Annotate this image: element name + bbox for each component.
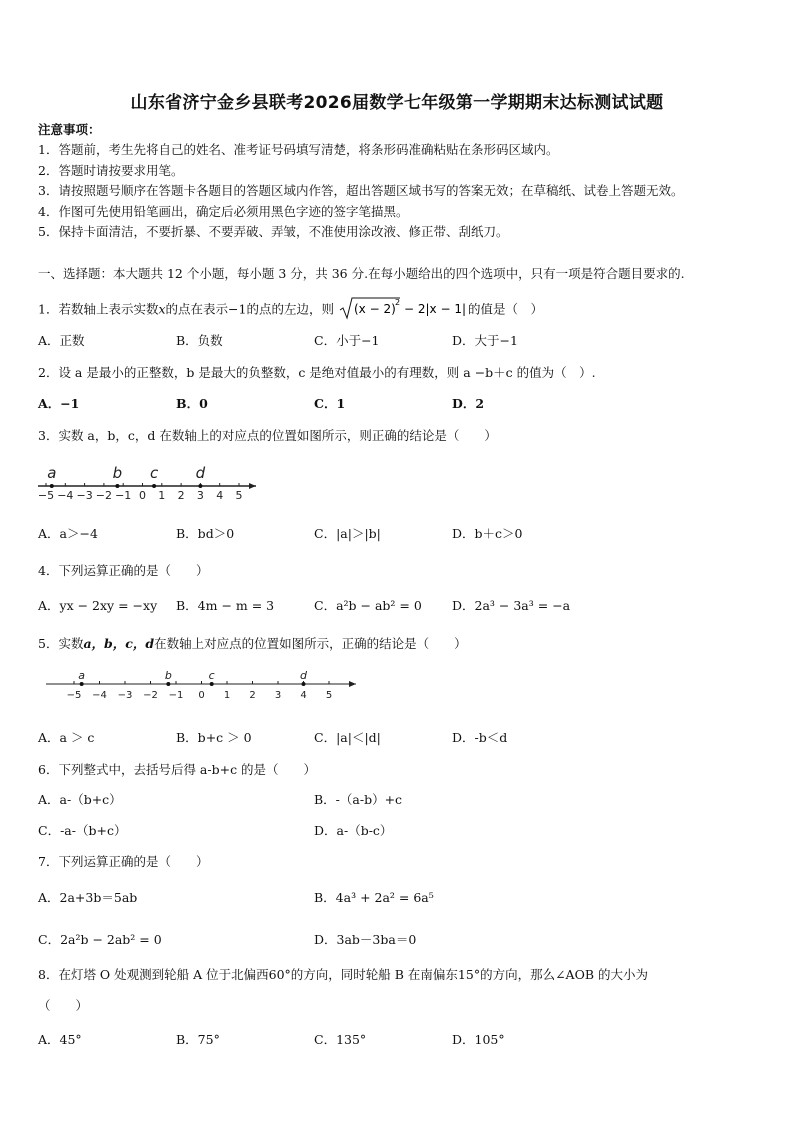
q1-radicand: (x − 2) xyxy=(353,302,396,316)
notice-item: 2．答题时请按要求用笔。 xyxy=(38,163,184,178)
q2-option-a[interactable]: A．−1 xyxy=(38,396,80,411)
q6-option-b[interactable]: B．-（a-b）+c xyxy=(314,792,403,807)
tick-label: −3 xyxy=(76,489,93,502)
point-b xyxy=(115,484,119,488)
tick-label: −4 xyxy=(57,489,74,502)
q6-option-a[interactable]: A．a-（b+c） xyxy=(38,792,122,807)
tick-label: −5 xyxy=(66,690,82,701)
q3-option-a[interactable]: A．a＞−4 xyxy=(38,526,98,541)
q3-option-d[interactable]: D．b＋c＞0 xyxy=(452,526,523,541)
notice-heading: 注意事项： xyxy=(38,122,101,137)
point-label-c: c xyxy=(208,669,215,682)
q7-option-d[interactable]: D．3ab－3ba＝0 xyxy=(314,932,417,947)
q8-option-b[interactable]: B．75° xyxy=(176,1032,220,1047)
point-a xyxy=(80,682,84,686)
tick-label: 2 xyxy=(249,690,256,701)
point-a xyxy=(50,484,54,488)
tick-label: 3 xyxy=(196,489,204,502)
q1-option-b[interactable]: B．负数 xyxy=(176,333,223,348)
notice-item: 4．作图可先使用铅笔画出，确定后必须用黑色字迹的签字笔描黑。 xyxy=(38,204,409,219)
tick-label: −2 xyxy=(143,690,158,701)
q1-tail: − 2|x − 1| xyxy=(403,302,466,316)
q1-exponent: 2 xyxy=(394,298,401,307)
tick-label: −3 xyxy=(117,690,133,701)
q8-option-c[interactable]: C．135° xyxy=(314,1032,367,1047)
question-8-stem-cont: （ ） xyxy=(38,998,89,1013)
arrow-icon xyxy=(249,483,256,489)
tick-label: 4 xyxy=(300,690,307,701)
question-2-stem: 2．设 a 是最小的正整数，b 是最大的负整数，c 是绝对值最小的有理数，则 a −b＋c 的值为（ ）. xyxy=(38,365,596,380)
tick-label: 1 xyxy=(223,690,231,701)
q5-option-c[interactable]: C．|a|＜|d| xyxy=(314,730,381,745)
point-b xyxy=(166,682,170,686)
q7-option-b[interactable]: B．4a³ + 2a² = 6a⁵ xyxy=(314,890,434,905)
point-label-a: a xyxy=(47,464,57,482)
page-title: 山东省济宁金乡县联考2026届数学七年级第一学期期末达标测试试题 xyxy=(130,93,664,113)
point-label-b: b xyxy=(112,464,123,482)
q2-option-b[interactable]: B．0 xyxy=(176,396,208,411)
q1-stem-part: 的点在表示−1的点的左边，则 xyxy=(165,301,334,317)
point-label-a: a xyxy=(78,669,86,682)
tick-label: 1 xyxy=(158,489,166,502)
tick-label: 2 xyxy=(177,489,185,502)
q4-option-c[interactable]: C．a²b − ab² = 0 xyxy=(314,598,422,613)
point-d xyxy=(302,682,306,686)
q1-radical-expression xyxy=(338,296,468,324)
point-c xyxy=(210,682,214,686)
tick-label: −1 xyxy=(115,489,132,502)
q5-option-a[interactable]: A．a ＞ c xyxy=(38,730,95,745)
q6-option-c[interactable]: C．-a-（b+c） xyxy=(38,823,127,838)
q6-option-d[interactable]: D．a-（b-c） xyxy=(314,823,393,838)
point-label-d: d xyxy=(195,464,206,482)
q3-option-c[interactable]: C．|a|＞|b| xyxy=(314,526,381,541)
q5-stem-part: 在数轴上对应点的位置如图所示，正确的结论是（ ） xyxy=(154,636,467,651)
question-3-stem: 3．实数 a，b，c，d 在数轴上的对应点的位置如图所示，则正确的结论是（ ） xyxy=(38,428,497,443)
tick-label: 4 xyxy=(216,489,224,502)
point-label-d: d xyxy=(300,669,307,682)
tick-label: 0 xyxy=(198,690,205,701)
radical-sign-icon xyxy=(338,296,468,320)
tick-label: 5 xyxy=(235,489,243,502)
q3-option-b[interactable]: B．bd＞0 xyxy=(176,526,235,541)
notice-item: 5．保持卡面清洁，不要折暴、不要弄破、弄皱，不准使用涂改液、修正带、刮纸刀。 xyxy=(38,224,509,239)
q5-stem-part: 5．实数 xyxy=(38,636,84,651)
tick-label: 3 xyxy=(274,690,282,701)
question-4-stem: 4．下列运算正确的是（ ） xyxy=(38,563,209,578)
q8-option-d[interactable]: D．105° xyxy=(452,1032,505,1047)
point-label-c: c xyxy=(149,464,159,482)
q1-stem-part: 1．若数轴上表示实数 xyxy=(38,301,159,317)
q1-stem-part: 的值是（ ） xyxy=(467,301,543,317)
question-5-stem xyxy=(38,636,467,652)
q5-option-b[interactable]: B．b+c ＞ 0 xyxy=(176,730,252,745)
q4-option-b[interactable]: B．4m − m = 3 xyxy=(176,598,275,613)
q5-option-d[interactable]: D．-b＜d xyxy=(452,730,508,745)
q3-number-line xyxy=(34,456,264,504)
q5-vars: a，b，c，d xyxy=(83,636,155,651)
q1-option-d[interactable]: D．大于−1 xyxy=(452,333,518,348)
q4-option-d[interactable]: D．2a³ − 3a³ = −a xyxy=(452,598,571,613)
tick-label: 0 xyxy=(139,489,146,502)
point-label-b: b xyxy=(164,669,172,682)
tick-label: −1 xyxy=(168,690,184,701)
tick-label: −2 xyxy=(95,489,113,502)
point-c xyxy=(152,484,156,488)
q4-option-a[interactable]: A．yx − 2xy = −xy xyxy=(38,598,158,613)
notice-item: 3．请按照题号顺序在答题卡各题目的答题区域内作答，超出答题区域书写的答案无效；在草稿纸、试卷上答题无效。 xyxy=(38,183,684,198)
tick-label: −4 xyxy=(92,690,107,701)
point-d xyxy=(198,484,202,488)
tick-label: 5 xyxy=(325,690,333,701)
q1-option-c[interactable]: C．小于−1 xyxy=(314,333,380,348)
q7-option-c[interactable]: C．2a²b − 2ab² = 0 xyxy=(38,932,162,947)
q8-option-a[interactable]: A．45° xyxy=(38,1032,82,1047)
q2-option-d[interactable]: D．2 xyxy=(452,396,485,411)
question-7-stem: 7．下列运算正确的是（ ） xyxy=(38,854,209,869)
q5-number-line xyxy=(44,664,364,704)
section-heading: 一、选择题：本大题共 12 个小题，每小题 3 分，共 36 分.在每小题给出的四个选项中，只有一项是符合题目要求的. xyxy=(38,266,685,281)
question-6-stem: 6．下列整式中，去括号后得 a-b+c 的是（ ） xyxy=(38,762,317,777)
q1-option-a[interactable]: A．正数 xyxy=(38,333,85,348)
tick-label: −5 xyxy=(37,489,55,502)
notice-item: 1．答题前，考生先将自己的姓名、准考证号码填写清楚，将条形码准确粘贴在条形码区域内。 xyxy=(38,142,559,157)
q2-option-c[interactable]: C．1 xyxy=(314,396,346,411)
q1-var: x xyxy=(158,301,166,317)
question-1-stem xyxy=(38,296,543,324)
q7-option-a[interactable]: A．2a+3b＝5ab xyxy=(38,890,138,905)
question-8-stem: 8．在灯塔 O 处观测到轮船 A 位于北偏西60°的方向，同时轮船 B 在南偏东15°的方向，那么∠AOB 的大小为 xyxy=(38,967,648,982)
arrow-icon xyxy=(349,681,356,687)
